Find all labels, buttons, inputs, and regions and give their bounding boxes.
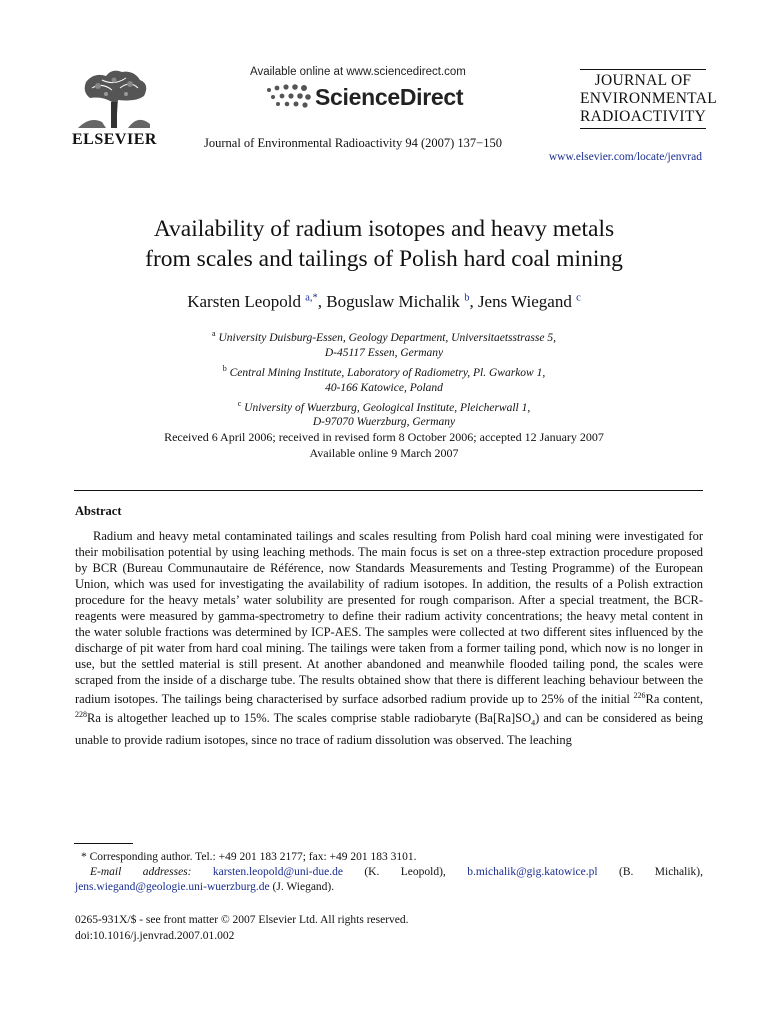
abstract-text: Ra content, xyxy=(645,692,703,707)
affiliation-line xyxy=(100,361,668,381)
sciencedirect-dots-icon xyxy=(263,82,313,110)
author-affiliation-ref[interactable]: b xyxy=(464,292,470,304)
article-title xyxy=(60,214,708,274)
author-name: Karsten Leopold xyxy=(187,292,301,311)
footnote xyxy=(75,850,703,895)
affiliation-text: University of Wuerzburg, Geological Institute, Pleicherwall 1, xyxy=(244,401,531,414)
author-affiliation-ref[interactable]: c xyxy=(576,292,581,304)
affiliation-marker: a xyxy=(212,329,216,338)
affiliation-line xyxy=(100,396,668,416)
divider xyxy=(74,490,703,491)
email-owner: (J. Wiegand). xyxy=(269,881,335,893)
journal-citation: Journal of Environmental Radioactivity 94 (2007) 137−150 xyxy=(204,136,502,150)
isotope-superscript: 228 xyxy=(75,710,87,720)
journal-title-line: JOURNAL OF xyxy=(594,72,692,89)
publisher-name: ELSEVIER xyxy=(72,131,157,148)
article-title-line: Availability of radium isotopes and heavy metals xyxy=(153,216,615,242)
author-list xyxy=(60,292,708,312)
email-owner: (B. Michalik), xyxy=(597,866,704,878)
elsevier-tree-logo-icon xyxy=(72,68,156,130)
author-name: Jens Wiegand xyxy=(477,292,572,311)
journal-title-line: RADIOACTIVITY xyxy=(580,108,707,125)
abstract-paragraph xyxy=(75,528,703,748)
doi-text[interactable]: doi:10.1016/j.jenvrad.2007.01.002 xyxy=(75,930,235,942)
sciencedirect-logo-text[interactable]: ScienceDirect xyxy=(315,84,464,110)
email-owner: (K. Leopold), xyxy=(342,866,468,878)
article-title-line: from scales and tailings of Polish hard coal mining xyxy=(145,246,623,272)
corresponding-author-note xyxy=(75,850,703,865)
email-link[interactable]: jens.wiegand@geologie.uni-wuerzburg.de xyxy=(75,881,270,893)
abstract-heading: Abstract xyxy=(75,504,122,518)
affiliation-line xyxy=(100,326,668,346)
author-separator: , xyxy=(469,292,478,311)
available-online-date: Available online 9 March 2007 xyxy=(309,446,459,460)
abstract-text: ) and can be considered as being unable to provide radium isotopes, since no trace of radium dissolution was observed. The leaching xyxy=(75,711,703,747)
email-link[interactable]: b.michalik@gig.katowice.pl xyxy=(467,866,598,878)
email-label: E-mail addresses: xyxy=(90,866,192,878)
article-dates xyxy=(60,429,708,461)
affiliation-marker: b xyxy=(222,363,227,373)
email-addresses xyxy=(75,865,703,895)
journal-url-link[interactable]: www.elsevier.com/locate/jenvrad xyxy=(548,151,702,163)
isotope-superscript: 226 xyxy=(633,691,646,700)
corresponding-author-text: Corresponding author. Tel.: +49 201 183 2177; fax: +49 201 183 3101. xyxy=(89,851,417,863)
affiliation-marker: c xyxy=(237,398,242,408)
affiliation-text: University Duisburg-Essen, Geology Department, Universitaetsstrasse 5, xyxy=(218,331,556,344)
author-separator: , xyxy=(317,292,327,311)
journal-title-line: ENVIRONMENTAL xyxy=(580,90,717,107)
copyright-line: 0265-931X/$ - see front matter © 2007 Elsevier Ltd. All rights reserved. xyxy=(75,914,409,926)
received-dates: Received 6 April 2006; received in revised form 8 October 2006; accepted 12 January 2007 xyxy=(164,430,604,444)
email-link[interactable]: karsten.leopold@uni-due.de xyxy=(212,866,343,878)
footnote-divider xyxy=(74,843,133,844)
affiliation-text: Central Mining Institute, Laboratory of Radiometry, Pl. Gwarkow 1, xyxy=(229,366,546,379)
footnote-star: * xyxy=(81,851,87,863)
available-online-text[interactable]: Available online at www.sciencedirect.com xyxy=(250,66,466,78)
author-name: Boguslaw Michalik xyxy=(326,292,460,311)
abstract-text: Radium and heavy metal contaminated tailings and scales resulting from Polish hard coal mining were investigated for their mobilisation potential by using leaching methods. The main focus is set on a three-step extraction procedure proposed by BCR (Bureau Communautaire de Référence, now Standards Measurements and Testing Programme) of the European Union, which was used for investigating the availability of radium isotopes. In addition, the results of a Polish extraction procedure for the heavy metals’ water solubility are presented for rough comparison. After a special treatment, the BCR-reagents were measured by gamma-spectrometry to define their radium activity concentrations; the heavy metal content in the water soluble fractions was determined by ICP-AES. The samples were collected at two different sites influenced by the discharge of pit water from hard coal mining. The tailings were taken from a former tailing pond, which now is no longer in use, but the settled material is still present. At another abandoned and meanwhile flooded tailing pond, the scales were scraped from the inside of a discharge tube. The results obtained show that there is different leaching behaviour between the radium isotopes. The tailings being characterised by surface adsorbed radium provide up to 25% of the initial xyxy=(75,529,703,707)
formula-subscript: 4 xyxy=(531,718,536,728)
copyright-block xyxy=(75,912,409,944)
author-affiliation-ref[interactable]: a,* xyxy=(305,292,318,304)
affiliation-line: D-45117 Essen, Germany xyxy=(324,346,444,359)
affiliation-line: 40-166 Katowice, Poland xyxy=(325,381,443,394)
journal-title-box xyxy=(580,69,717,129)
abstract-text: Ra is altogether leached up to 15%. The scales comprise stable radiobaryte (Ba[Ra]SO xyxy=(87,711,532,726)
affiliations xyxy=(100,326,668,430)
affiliation-line: D-97070 Wuerzburg, Germany xyxy=(312,416,456,429)
abstract-body xyxy=(75,528,703,748)
